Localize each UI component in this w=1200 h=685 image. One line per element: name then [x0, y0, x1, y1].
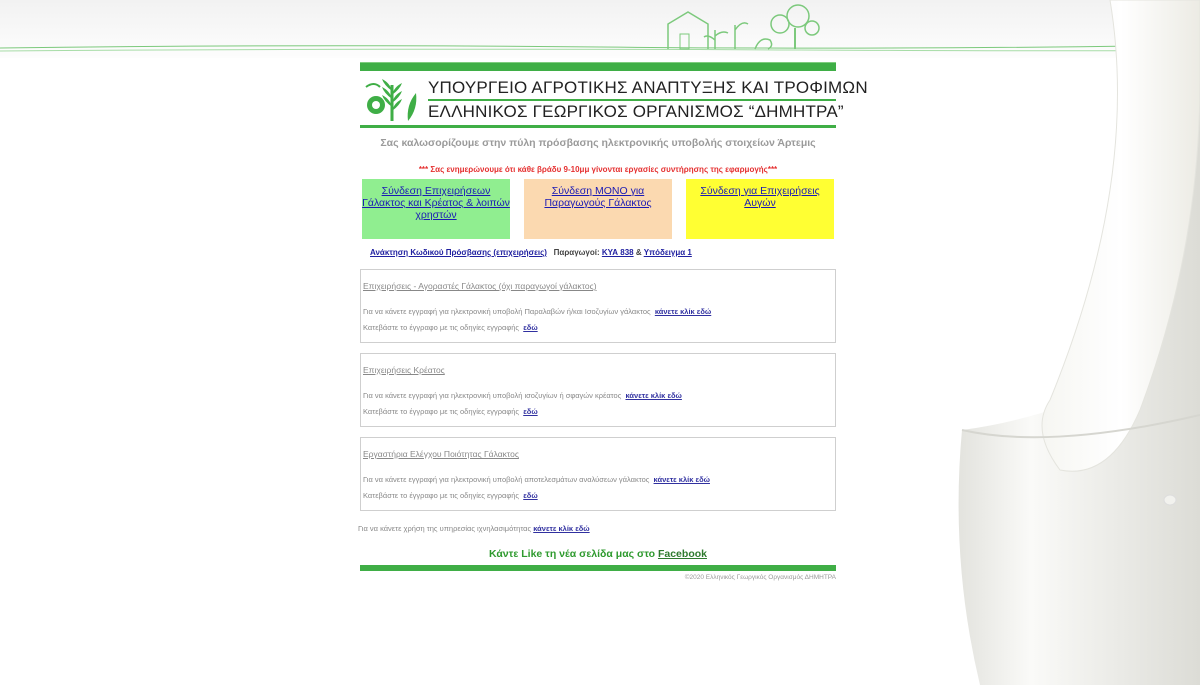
register-link[interactable]: κάνετε κλίκ εδώ [625, 391, 682, 400]
login-link-milk-meat[interactable]: Σύνδεση Επιχειρήσεων Γάλακτος και Κρέατος & λοιπών χρηστών [362, 185, 510, 221]
organization-title: ΕΛΛΗΝΙΚΟΣ ΓΕΩΡΓΙΚΟΣ ΟΡΓΑΝΙΣΜΟΣ “ΔΗΜΗΤΡΑ” [428, 102, 844, 121]
password-recovery-link[interactable]: Ανάκτηση Κωδικού Πρόσβασης (επιχειρήσεις) [370, 248, 547, 257]
login-link-eggs[interactable]: Σύνδεση για Επιχειρήσεις Αυγών [700, 185, 820, 209]
download-line: Κατεβάστε το έγγραφο με τις οδηγίες εγγραφής εδώ [363, 491, 538, 500]
facebook-promo: Κάντε Like τη νέα σελίδα μας στο Facebook [489, 548, 707, 560]
utility-links-row [360, 248, 836, 257]
traceability-line: Για να κάνετε χρήση της υπηρεσίας ιχνηλασιμότητας κάνετε κλίκ εδώ [358, 524, 590, 533]
section-meat [360, 353, 836, 427]
download-instructions-link[interactable]: εδώ [523, 407, 538, 416]
main-container [358, 62, 868, 581]
download-instructions-link[interactable]: εδώ [523, 323, 538, 332]
download-instructions-link[interactable]: εδώ [523, 491, 538, 500]
sample-1-link[interactable]: Υπόδειγμα 1 [643, 248, 692, 257]
login-box-milk-meat [362, 179, 510, 239]
register-link[interactable]: κάνετε κλίκ εδώ [653, 475, 710, 484]
facebook-link[interactable]: Facebook [657, 548, 707, 560]
welcome-text: Σας καλωσορίζουμε στην πύλη πρόσβασης ηλεκτρονικής υποβολής στοιχείων Άρτεμις [380, 137, 816, 149]
wheat-leaf-logo-icon [362, 75, 422, 123]
section-title: Επιχειρήσεις Κρέατος [363, 365, 445, 375]
download-line: Κατεβάστε το έγγραφο με τις οδηγίες εγγραφής εδώ [363, 323, 538, 332]
traceability-link[interactable]: κάνετε κλίκ εδώ [533, 524, 590, 533]
login-link-milk-producers[interactable]: Σύνδεση ΜΟΝΟ για Παραγωγούς Γάλακτος [544, 185, 652, 209]
producers-label: Παραγωγοί: [553, 248, 600, 257]
header-titles [428, 77, 868, 123]
login-box-eggs [686, 179, 834, 239]
maintenance-notice: *** Σας ενημερώνουμε ότι κάθε βράδυ 9-10μμ γίνονται εργασίες συντήρησης της εφαρμογής*** [418, 165, 778, 174]
register-line: Για να κάνετε εγγραφή για ηλεκτρονική υποβολή αποτελεσμάτων αναλύσεων γάλακτος κάνετε κλίκ εδώ [363, 475, 710, 484]
site-header [360, 71, 868, 128]
register-line: Για να κάνετε εγγραφή για ηλεκτρονική υποβολή Παραλαβών ή/και Ισοζυγίων γάλακτος κάνετε κλίκ εδώ [363, 307, 712, 316]
ampersand: & [635, 248, 642, 257]
section-milk-labs [360, 437, 836, 511]
header-top-bar [360, 62, 836, 71]
section-milk-buyers [360, 269, 836, 343]
register-link[interactable]: κάνετε κλίκ εδώ [654, 307, 712, 316]
section-title: Επιχειρήσεις - Αγοραστές Γάλακτος (όχι παραγωγοί γάλακτος) [363, 281, 597, 291]
footer-bar [360, 565, 836, 571]
login-options [360, 179, 836, 239]
copyright: ©2020 Ελληνικός Γεωργικός Οργανισμός ΔΗΜΗΤΡΑ [684, 574, 836, 581]
section-title: Εργαστήρια Ελέγχου Ποιότητας Γάλακτος [363, 449, 519, 459]
download-line: Κατεβάστε το έγγραφο με τις οδηγίες εγγραφής εδώ [363, 407, 538, 416]
kya-838-link[interactable]: ΚΥΑ 838 [601, 248, 634, 257]
milk-glass-decoration [900, 0, 1200, 685]
register-line: Για να κάνετε εγγραφή για ηλεκτρονική υποβολή ισοζυγίων ή σφαγών κρέατος κάνετε κλίκ εδώ [363, 391, 682, 400]
login-box-milk-producers [524, 179, 672, 239]
ministry-title: ΥΠΟΥΡΓΕΙΟ ΑΓΡΟΤΙΚΗΣ ΑΝΑΠΤΥΞΗΣ ΚΑΙ ΤΡΟΦΙΜΩΝ [428, 77, 836, 101]
